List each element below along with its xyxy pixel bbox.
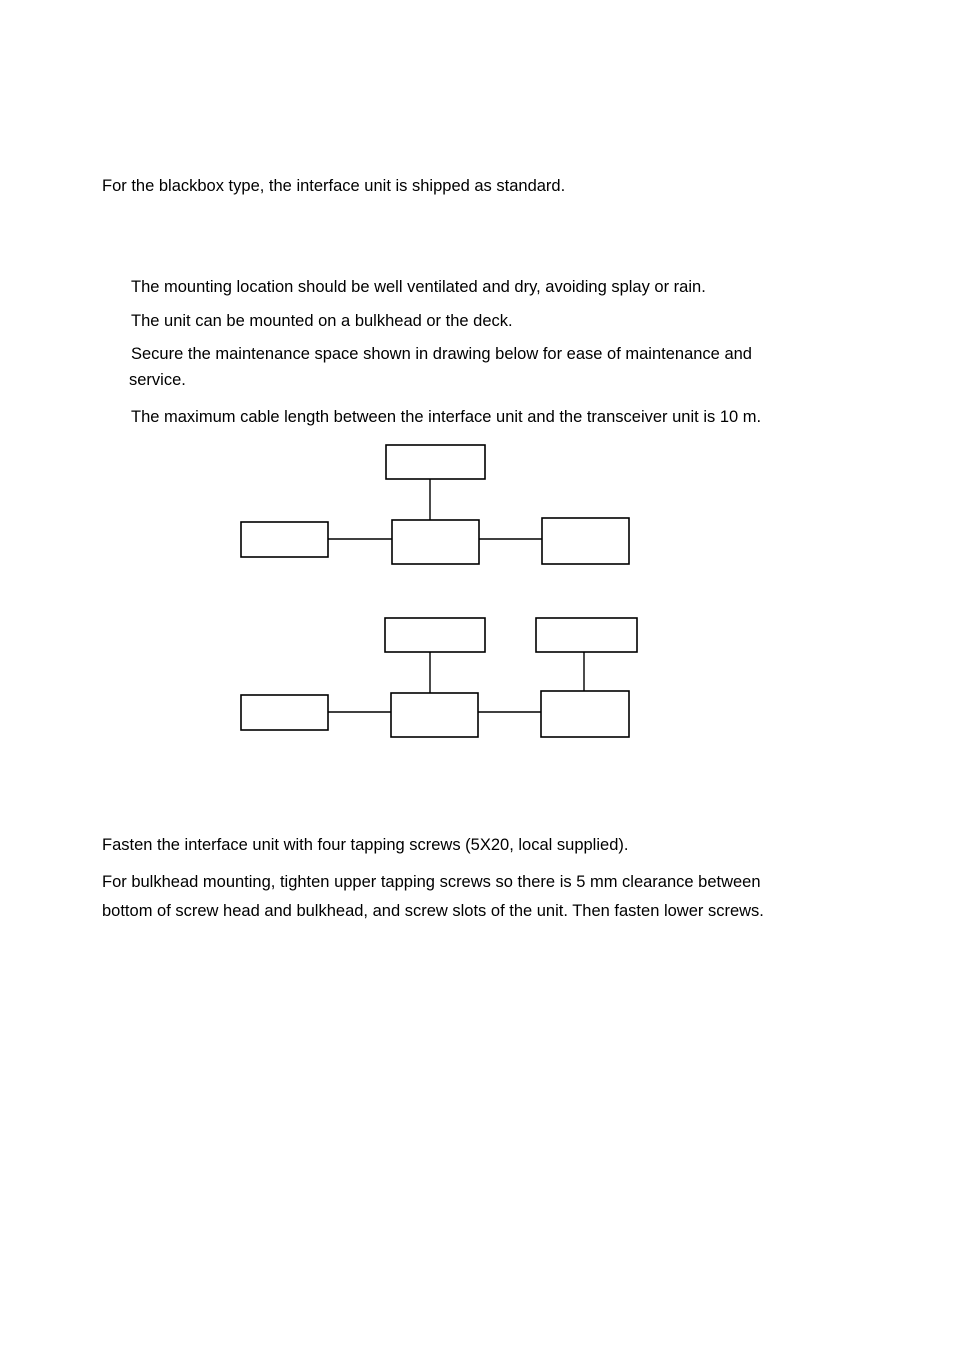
bulkhead-mounting-text-line2: bottom of screw head and bulkhead, and screw slots of the unit. Then fasten lower screws. [102, 902, 764, 920]
diagram-box [385, 618, 485, 652]
location-note-maintenance-space: Secure the maintenance space shown in drawing below for ease of maintenance and [131, 345, 752, 363]
mounting-screws-text: Fasten the interface unit with four tapping screws (5X20, local supplied). [102, 836, 629, 854]
location-note-bulkhead-or-deck: The unit can be mounted on a bulkhead or the deck. [131, 312, 513, 330]
location-note-ventilation: The mounting location should be well ventilated and dry, avoiding splay or rain. [131, 278, 706, 296]
diagram-box [536, 618, 637, 652]
bulkhead-mounting-text-line1: For bulkhead mounting, tighten upper tapping screws so there is 5 mm clearance between [102, 873, 761, 891]
intro-text: For the blackbox type, the interface unit is shipped as standard. [102, 177, 566, 195]
diagram-box [386, 445, 485, 479]
diagram-box [541, 691, 629, 737]
connection-diagram-upper [241, 445, 629, 564]
location-note-maintenance-space-continuation: service. [129, 371, 186, 389]
diagram-box [392, 520, 479, 564]
diagram-box [542, 518, 629, 564]
diagram-box [241, 695, 328, 730]
location-note-cable-length: The maximum cable length between the interface unit and the transceiver unit is 10 m. [131, 408, 762, 426]
diagram-box [241, 522, 328, 557]
connection-diagram-lower [241, 618, 637, 737]
diagram-box [391, 693, 478, 737]
